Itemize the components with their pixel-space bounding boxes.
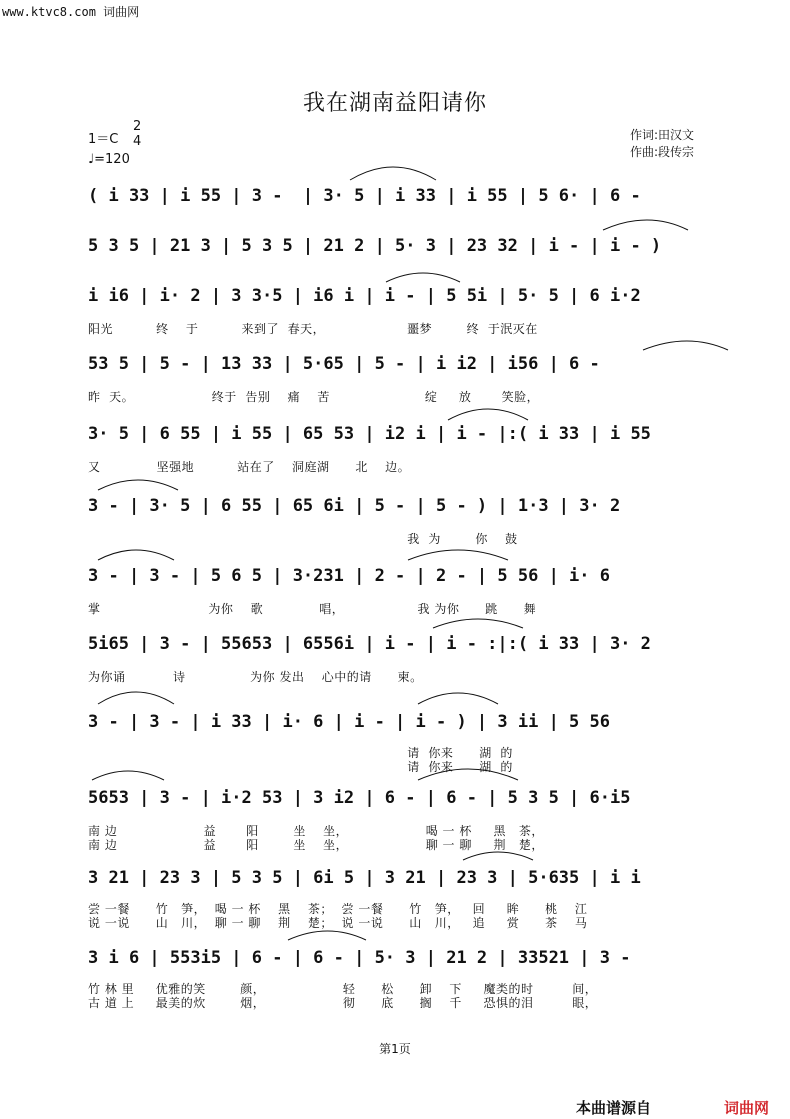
lyric-line: 掌 为你 歌 唱， 我 为你 跳 舞 — [88, 602, 537, 616]
lyric-line: 说 一说 山 川， 聊 一 聊 荆 楚； 说 一说 山 川， 追 赏 茶 马 — [88, 916, 588, 930]
lyric-line: 为你诵 诗 为你 发出 心中的请 柬。 — [88, 670, 423, 684]
lyric-line: 竹 林 里 优雅的笑 颜， 轻 松 卸 下 魔类的时 间， — [88, 982, 598, 996]
credits — [630, 127, 694, 161]
key-signature: 1＝C — [88, 132, 119, 147]
notation-row-notes: 53 5 | 5 - | 13 33 | 5·65 | 5 - | i i2 | i56 | 6 - — [88, 354, 600, 374]
slur — [88, 160, 728, 182]
song-title: 我在湖南益阳请你 — [302, 91, 487, 116]
notation-row — [88, 860, 728, 900]
notation-row-notes: 3 - | 3· 5 | 6 55 | 65 6i | 5 - | 5 - ) | 1·3 | 3· 2 — [88, 496, 621, 516]
notation-row-notes: i i6 | i· 2 | 3 3·5 | i6 i | i - | 5 5i | 5· 5 | 6 i·2 — [88, 286, 641, 306]
notation-row — [88, 416, 728, 456]
slur — [88, 260, 728, 282]
notation-row-notes: 5i65 | 3 - | 55653 | 6556i | i - | i - :|:( i 33 | 3· 2 — [88, 634, 651, 654]
notation-row-notes: 3 21 | 23 3 | 5 3 5 | 6i 5 | 3 21 | 23 3 | 5·635 | i i — [88, 868, 641, 888]
notation-row-notes: ( i 33 | i 55 | 3 - | 3· 5 | i 33 | i 55 | 5 6· | 6 - — [88, 186, 641, 206]
notation-row — [88, 940, 728, 980]
time-signature-top: 2 — [133, 119, 142, 134]
notation-row-notes: 3 i 6 | 553i5 | 6 - | 6 - | 5· 3 | 21 2 | 33521 | 3 - — [88, 948, 631, 968]
page-number: 第1页 — [379, 1042, 411, 1056]
source-credit: 本曲谱源自 — [576, 1099, 652, 1117]
lyric-line: 南 边 益 阳 坐 坐， 聊 一 聊 荆 楚， — [88, 838, 544, 852]
site-logo: 词曲网 — [724, 1099, 770, 1117]
notation-row — [88, 558, 728, 598]
slur — [88, 210, 728, 232]
composer: 作曲:段传宗 — [630, 145, 695, 159]
notation-row-notes: 5 3 5 | 21 3 | 5 3 5 | 21 2 | 5· 3 | 23 32 | i - | i - ) — [88, 236, 662, 256]
tempo-marking: ♩=120 — [88, 152, 130, 167]
notation-row-notes: 5653 | 3 - | i·2 53 | 3 i2 | 6 - | 6 - | 5 3 5 | 6·i5 — [88, 788, 631, 808]
notation-row — [88, 278, 728, 318]
lyric-line: 请 你来 湖 的 — [88, 746, 513, 760]
notation-row-notes: 3 - | 3 - | i 33 | i· 6 | i - | i - ) | 3 ii | 5 56 — [88, 712, 610, 732]
notation-row — [88, 346, 728, 386]
lyric-line: 尝 一餐 竹 笋， 喝 一 杯 黑 茶； 尝 一餐 竹 笋， 回 眸 桃 江 — [88, 902, 588, 916]
lyric-line: 阳光 终 于 来到了 春天， 噩梦 终 于泯灭在 — [88, 322, 538, 336]
lyric-line: 古 道 上 最美的炊 烟， 彻 底 搁 千 恐惧的泪 眼， — [88, 996, 598, 1010]
lyric-line: 南 边 益 阳 坐 坐， 喝 一 杯 黑 茶， — [88, 824, 544, 838]
lyric-line: 我 为 你 鼓 — [88, 532, 518, 546]
notation-row-notes: 3 - | 3 - | 5 6 5 | 3·231 | 2 - | 2 - | 5 56 | i· 6 — [88, 566, 610, 586]
notation-row — [88, 704, 728, 744]
site-watermark: www.ktvc8.com 词曲网 — [2, 5, 140, 19]
lyric-line: 请 你来 湖 的 — [88, 760, 513, 774]
notation-row — [88, 780, 728, 820]
lyric-line: 又 坚强地 站在了 洞庭湖 北 边。 — [88, 460, 411, 474]
slur — [88, 686, 728, 708]
lyric-line: 昨 天。 终于 告别 痛 苦 绽 放 笑脸， — [88, 390, 540, 404]
notation-row — [88, 488, 728, 528]
notation-row-notes: 3· 5 | 6 55 | i 55 | 65 53 | i2 i | i - |:( i 33 | i 55 — [88, 424, 651, 444]
lyricist: 作词:田汉文 — [630, 128, 695, 142]
time-signature-bottom: 4 — [133, 134, 142, 149]
time-signature — [133, 119, 141, 149]
notation-row — [88, 626, 728, 666]
